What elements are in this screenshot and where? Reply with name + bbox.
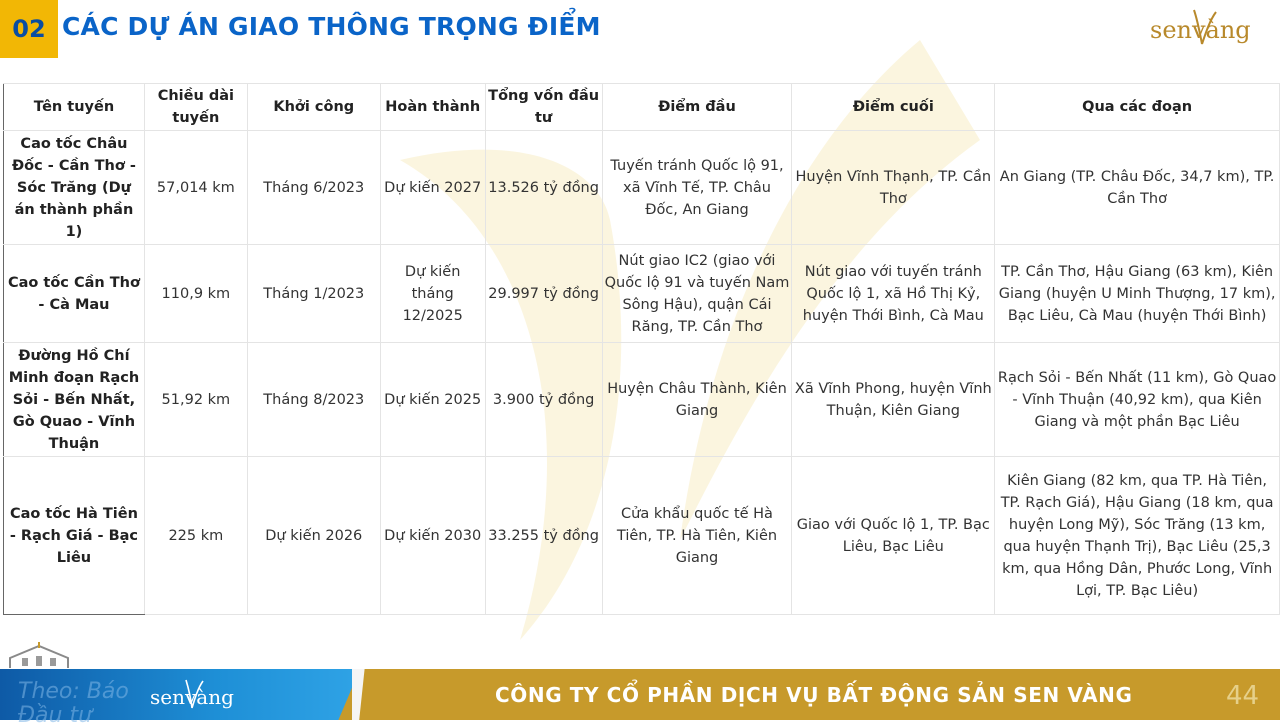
table-row xyxy=(4,343,1280,457)
building-emblem-icon xyxy=(6,640,72,670)
page-number: 44 xyxy=(1226,681,1260,711)
footer-company-name: CÔNG TY CỔ PHẦN DỊCH VỤ BẤT ĐỘNG SẢN SEN VÀNG xyxy=(495,683,1133,707)
footer-brand-logo xyxy=(150,676,240,716)
table-header-row xyxy=(4,84,1280,131)
footer-divider xyxy=(352,669,370,720)
column-header: Khởi công xyxy=(247,84,380,131)
column-header: Qua các đoạn xyxy=(995,84,1280,131)
column-header: Chiều dài tuyến xyxy=(144,84,247,131)
end-point-cell: Xã Vĩnh Phong, huyện Vĩnh Thuận, Kiên Giang xyxy=(792,343,995,457)
projects-table xyxy=(3,83,1280,615)
route-name-cell: Cao tốc Châu Đốc - Cần Thơ - Sóc Trăng (Dự án thành phần 1) xyxy=(4,131,145,245)
source-note-line1: Theo: Báo xyxy=(18,679,129,704)
column-header: Tên tuyến xyxy=(4,84,145,131)
start-date-cell: Tháng 6/2023 xyxy=(247,131,380,245)
start-point-cell: Cửa khẩu quốc tế Hà Tiên, TP. Hà Tiên, Kiên Giang xyxy=(602,457,792,615)
table-row xyxy=(4,457,1280,615)
start-point-cell: Tuyến tránh Quốc lộ 91, xã Vĩnh Tế, TP. Châu Đốc, An Giang xyxy=(602,131,792,245)
page-title: CÁC DỰ ÁN GIAO THÔNG TRỌNG ĐIỂM xyxy=(62,12,601,41)
footer-brand-text: senvàng xyxy=(150,685,234,709)
length-cell: 51,92 km xyxy=(144,343,247,457)
completion-cell: Dự kiến 2027 xyxy=(380,131,485,245)
start-point-cell: Huyện Châu Thành, Kiên Giang xyxy=(602,343,792,457)
investment-cell: 29.997 tỷ đồng xyxy=(485,245,602,343)
brand-logo xyxy=(1150,6,1270,50)
projects-table-container xyxy=(3,83,1280,615)
column-header: Hoàn thành xyxy=(380,84,485,131)
brand-logo-text: senvàng xyxy=(1150,16,1251,44)
sections-cell: Kiên Giang (82 km, qua TP. Hà Tiên, TP. Rạch Giá), Hậu Giang (18 km, qua huyện Long Mỹ), Sóc Trăng (13 km, qua huyện Thạnh Trị), Bạc Liêu (25,3 km, qua Hồng Dân, Phước Long, Vĩnh Lợi, TP. Bạc Liêu) xyxy=(995,457,1280,615)
table-row xyxy=(4,245,1280,343)
start-point-cell: Nút giao IC2 (giao với Quốc lộ 91 và tuyến Nam Sông Hậu), quận Cái Răng, TP. Cần Thơ xyxy=(602,245,792,343)
section-number: 02 xyxy=(0,0,58,58)
completion-cell: Dự kiến 2025 xyxy=(380,343,485,457)
start-date-cell: Tháng 1/2023 xyxy=(247,245,380,343)
column-header: Điểm cuối xyxy=(792,84,995,131)
end-point-cell: Huyện Vĩnh Thạnh, TP. Cần Thơ xyxy=(792,131,995,245)
sections-cell: TP. Cần Thơ, Hậu Giang (63 km), Kiên Giang (huyện U Minh Thượng, 17 km), Bạc Liêu, Cà Mau (huyện Thới Bình) xyxy=(995,245,1280,343)
investment-cell: 33.255 tỷ đồng xyxy=(485,457,602,615)
investment-cell: 3.900 tỷ đồng xyxy=(485,343,602,457)
route-name-cell: Đường Hồ Chí Minh đoạn Rạch Sỏi - Bến Nhất, Gò Quao - Vĩnh Thuận xyxy=(4,343,145,457)
end-point-cell: Nút giao với tuyến tránh Quốc lộ 1, xã Hồ Thị Kỷ, huyện Thới Bình, Cà Mau xyxy=(792,245,995,343)
investment-cell: 13.526 tỷ đồng xyxy=(485,131,602,245)
end-point-cell: Giao với Quốc lộ 1, TP. Bạc Liêu, Bạc Liêu xyxy=(792,457,995,615)
route-name-cell: Cao tốc Hà Tiên - Rạch Giá - Bạc Liêu xyxy=(4,457,145,615)
route-name-cell: Cao tốc Cần Thơ - Cà Mau xyxy=(4,245,145,343)
start-date-cell: Tháng 8/2023 xyxy=(247,343,380,457)
sections-cell: Rạch Sỏi - Bến Nhất (11 km), Gò Quao - Vĩnh Thuận (40,92 km), qua Kiên Giang và một phần Bạc Liêu xyxy=(995,343,1280,457)
start-date-cell: Dự kiến 2026 xyxy=(247,457,380,615)
column-header: Điểm đầu xyxy=(602,84,792,131)
table-row xyxy=(4,131,1280,245)
length-cell: 225 km xyxy=(144,457,247,615)
completion-cell: Dự kiến tháng 12/2025 xyxy=(380,245,485,343)
sections-cell: An Giang (TP. Châu Đốc, 34,7 km), TP. Cần Thơ xyxy=(995,131,1280,245)
completion-cell: Dự kiến 2030 xyxy=(380,457,485,615)
source-note-line2: Đầu tư xyxy=(18,703,93,728)
source-note xyxy=(18,680,129,728)
length-cell: 57,014 km xyxy=(144,131,247,245)
length-cell: 110,9 km xyxy=(144,245,247,343)
column-header: Tổng vốn đầu tư xyxy=(485,84,602,131)
